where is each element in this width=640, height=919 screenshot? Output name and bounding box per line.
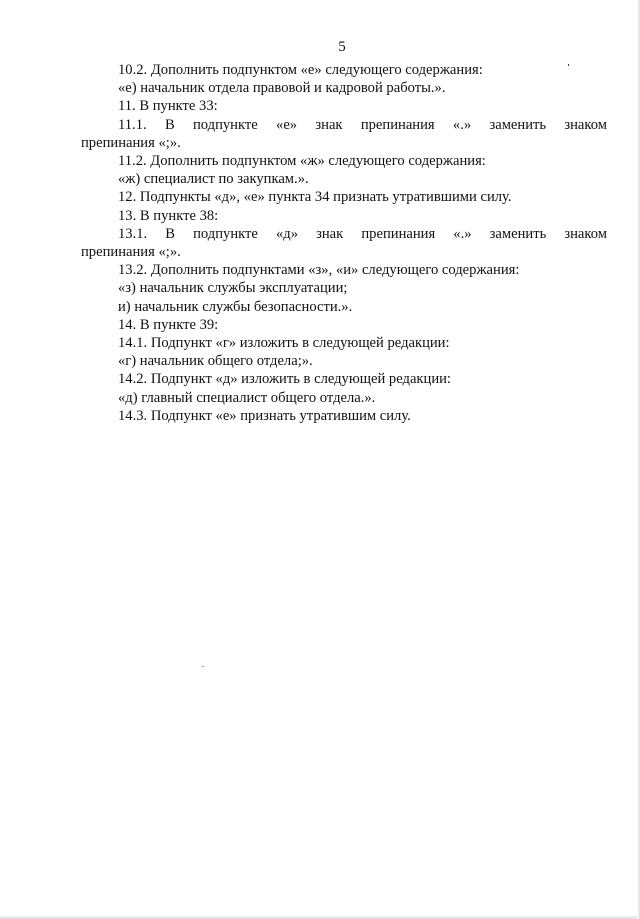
paragraph-11-2-text: «ж) специалист по закупкам.». xyxy=(118,171,309,188)
paragraph-13-1 xyxy=(81,225,607,261)
paragraph-11: 11. В пункте 33: xyxy=(118,98,218,115)
word: препинания xyxy=(360,116,435,133)
word: препинания xyxy=(361,225,436,242)
paragraph-11-1-first-line xyxy=(81,116,607,134)
word: заменить xyxy=(489,225,547,242)
word: знаком xyxy=(564,225,607,242)
paragraph-14-1: 14.1. Подпункт «г» изложить в следующей редакции: xyxy=(118,335,450,352)
word: «е» xyxy=(276,116,298,133)
word: В xyxy=(165,225,176,242)
word: знак xyxy=(315,116,343,133)
paragraph-13-2: 13.2. Дополнить подпунктами «з», «и» следующего содержания: xyxy=(118,262,520,279)
paragraph-14-3: 14.3. Подпункт «е» признать утратившим силу. xyxy=(118,407,411,424)
paragraph-13-2-text-a: «з) начальник службы эксплуатации; xyxy=(118,280,348,297)
word: подпункте xyxy=(192,116,258,133)
paragraph-13-2-text-b: и) начальник службы безопасности.». xyxy=(118,298,353,315)
paragraph-14: 14. В пункте 39: xyxy=(118,316,219,333)
paragraph-14-2: 14.2. Подпункт «д» изложить в следующей редакции: xyxy=(118,371,451,388)
word: 11.1. xyxy=(118,116,147,133)
scan-speck xyxy=(568,64,569,66)
scan-speck xyxy=(202,666,204,667)
scan-edge-bottom xyxy=(0,915,640,919)
paragraph-13: 13. В пункте 38: xyxy=(118,207,219,224)
document-body xyxy=(81,61,607,425)
page-number: 5 xyxy=(338,39,346,55)
paragraph-10-2-text: «е) начальник отдела правовой и кадровой работы.». xyxy=(118,80,446,97)
paragraph-13-1-continuation: препинания «;». xyxy=(81,244,181,261)
paragraph-14-1-text: «г) начальник общего отдела;». xyxy=(118,353,313,370)
paragraph-11-1 xyxy=(81,116,607,152)
paragraph-11-2: 11.2. Дополнить подпунктом «ж» следующего содержания: xyxy=(118,153,486,170)
word: В xyxy=(164,116,175,133)
paragraph-13-1-first-line xyxy=(81,225,607,243)
paragraph-10-2: 10.2. Дополнить подпунктом «е» следующего содержания: xyxy=(118,62,483,78)
word: знаком xyxy=(564,116,607,133)
word: подпункте xyxy=(193,225,258,242)
word: знак xyxy=(316,225,344,242)
word: «.» xyxy=(453,225,472,242)
word: «д» xyxy=(275,225,299,242)
word: заменить xyxy=(489,116,547,133)
paragraph-11-1-continuation: препинания «;». xyxy=(81,134,181,151)
word: «.» xyxy=(452,116,472,133)
paragraph-12: 12. Подпункты «д», «е» пункта 34 признать утратившими силу. xyxy=(118,189,512,206)
word: 13.1. xyxy=(118,225,148,242)
paragraph-14-2-text: «д) главный специалист общего отдела.». xyxy=(118,389,376,406)
